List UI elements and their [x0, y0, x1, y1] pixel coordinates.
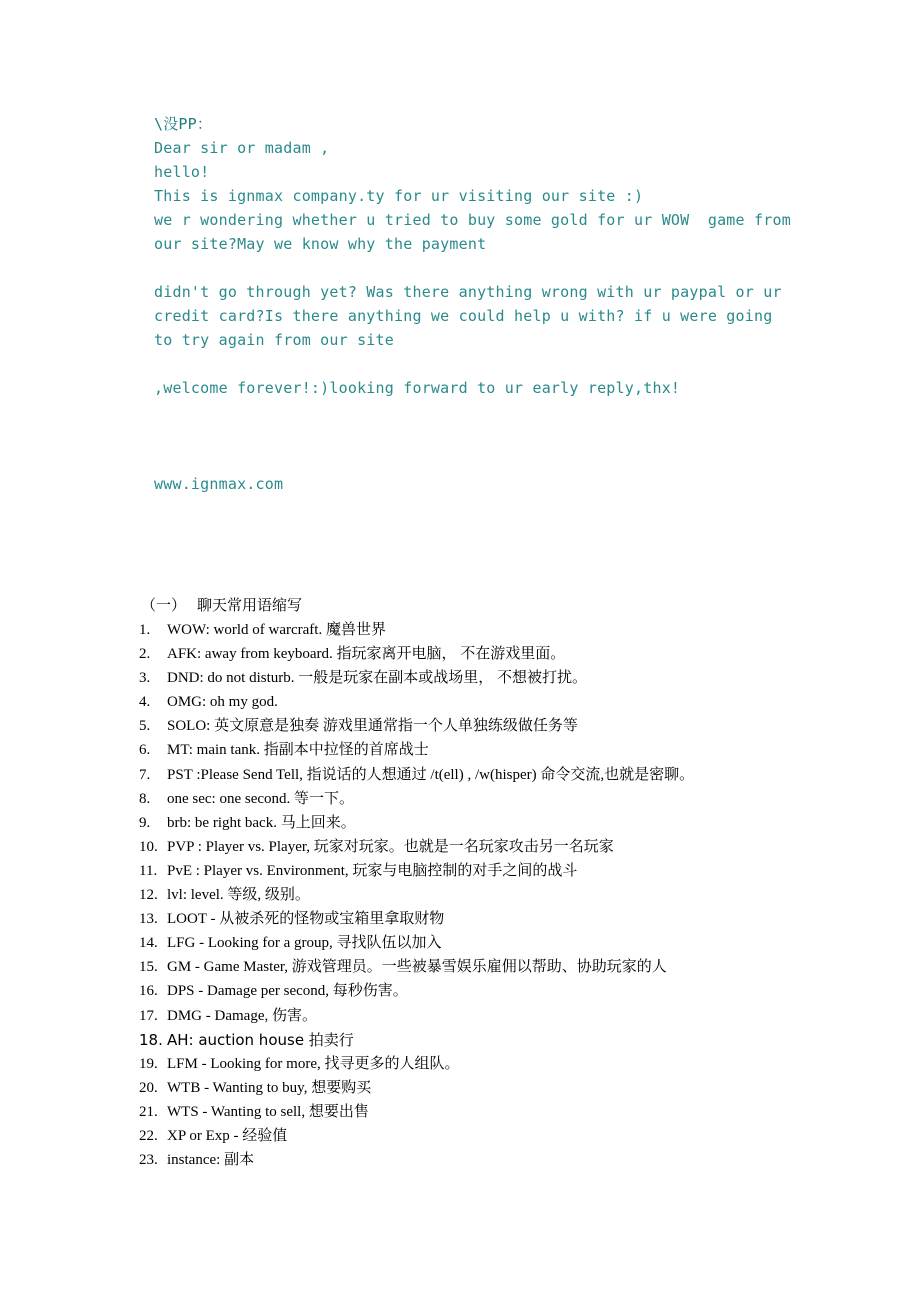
- list-item: [139, 714, 839, 738]
- list-item-number: 17.: [139, 1007, 158, 1024]
- list-item-text: lvl: level. 等级, 级别。: [167, 887, 310, 904]
- list-item: [139, 763, 839, 787]
- list-item-text: WTS - Wanting to sell, 想要出售: [167, 1103, 369, 1120]
- list-item: [139, 690, 839, 714]
- list-item-number: 20.: [139, 1079, 158, 1096]
- list-item: [139, 1028, 839, 1052]
- list-item-number: 1.: [139, 622, 151, 638]
- list-item: [139, 835, 839, 859]
- list-item-text: DMG - Damage, 伤害。: [167, 1007, 317, 1024]
- list-item-number: 8.: [139, 790, 151, 807]
- list-item-text: WTB - Wanting to buy, 想要购买: [167, 1079, 372, 1096]
- list-item: [139, 1076, 839, 1100]
- list-item: [139, 642, 839, 666]
- list-item-text: AH: auction house 拍卖行: [167, 1030, 354, 1049]
- list-item: [139, 738, 839, 762]
- list-item-text: PvE : Player vs. Environment, 玩家与电脑控制的对手之间的战斗: [167, 862, 578, 879]
- list-item-number: 18.: [139, 1030, 163, 1049]
- paragraph-gap: [154, 400, 794, 472]
- list-item-number: 14.: [139, 935, 158, 952]
- email-website: www.ignmax.com: [154, 475, 284, 493]
- list-item-text: LOOT - 从被杀死的怪物或宝箱里拿取财物: [167, 911, 445, 928]
- list-item: [139, 1124, 839, 1148]
- list-item: [139, 883, 839, 907]
- list-item-text: PST :Please Send Tell, 指说话的人想通过 /t(ell) , /w(hisper) 命令交流,也就是密聊。: [167, 766, 695, 783]
- list-item-text: DND: do not disturb. 一般是玩家在副本或战场里， 不想被打扰。: [167, 670, 588, 687]
- list-item-number: 9.: [139, 814, 151, 831]
- list-item-text: XP or Exp - 经验值: [167, 1127, 288, 1144]
- list-item: [139, 1100, 839, 1124]
- list-item-number: 5.: [139, 718, 151, 735]
- list-item-text: instance: 副本: [167, 1152, 255, 1169]
- list-item-number: 19.: [139, 1055, 158, 1072]
- email-closing: ,welcome forever!:)looking forward to ur early reply,thx!: [154, 379, 681, 397]
- list-item-number: 7.: [139, 766, 151, 783]
- list-item-number: 4.: [139, 694, 151, 711]
- list-item-number: 2.: [139, 646, 151, 663]
- list-item: [139, 1004, 839, 1028]
- list-item-number: 16.: [139, 983, 158, 1000]
- list-item-number: 11.: [139, 862, 158, 879]
- email-question: we r wondering whether u tried to buy some gold for ur WOW game from our site?May we know why the payment: [154, 211, 801, 253]
- list-item-number: 3.: [139, 670, 151, 687]
- list-item-text: PVP : Player vs. Player, 玩家对玩家。也就是一名玩家攻击另一名玩家: [167, 838, 614, 855]
- list-item-text: SOLO: 英文原意是独奏 游戏里通常指一个人单独练级做任务等: [167, 718, 578, 735]
- list-item-text: LFM - Looking for more, 找寻更多的人组队。: [167, 1055, 460, 1072]
- list-item-text: AFK: away from keyboard. 指玩家离开电脑， 不在游戏里面。: [167, 646, 566, 663]
- list-item-number: 21.: [139, 1103, 158, 1120]
- list-item-number: 10.: [139, 838, 158, 855]
- list-item-text: GM - Game Master, 游戏管理员。一些被暴雪娱乐雇佣以帮助、协助玩家的人: [167, 959, 667, 976]
- list-item-text: LFG - Looking for a group, 寻找队伍以加入: [167, 935, 442, 952]
- abbreviation-list: [139, 618, 839, 1172]
- list-item: [139, 1148, 839, 1172]
- list-item: [139, 787, 839, 811]
- section-title-text: 聊天常用语缩写: [197, 598, 303, 614]
- list-item-text: brb: be right back. 马上回来。: [167, 814, 356, 831]
- email-greeting: Dear sir or madam ,: [154, 139, 330, 157]
- list-item-number: 15.: [139, 959, 158, 976]
- list-item-text: WOW: world of warcraft. 魔兽世界: [167, 622, 386, 638]
- list-item-text: OMG: oh my god.: [167, 694, 278, 711]
- list-item: [139, 955, 839, 979]
- list-item-number: 23.: [139, 1152, 158, 1169]
- list-item: [139, 931, 839, 955]
- email-message: [154, 112, 801, 496]
- list-item: [139, 859, 839, 883]
- email-hello: hello!: [154, 163, 210, 181]
- list-item-number: 22.: [139, 1127, 158, 1144]
- list-item-text: DPS - Damage per second, 每秒伤害。: [167, 983, 408, 1000]
- section-title: [139, 594, 839, 618]
- list-item-text: MT: main tank. 指副本中拉怪的首席战士: [167, 742, 429, 759]
- list-item-number: 6.: [139, 742, 151, 759]
- list-item-number: 12.: [139, 887, 158, 904]
- list-item: [139, 979, 839, 1003]
- list-item: [139, 618, 839, 642]
- paragraph-gap: [154, 352, 794, 376]
- paragraph-gap: [154, 256, 794, 280]
- list-item-number: 13.: [139, 911, 158, 928]
- list-item-text: one sec: one second. 等一下。: [167, 790, 355, 807]
- list-item: [139, 811, 839, 835]
- abbreviation-section: [139, 594, 839, 1172]
- list-item: [139, 1052, 839, 1076]
- list-item: [139, 907, 839, 931]
- list-item: [139, 666, 839, 690]
- email-heading: \没PP：: [154, 115, 213, 133]
- section-number: （一）: [141, 598, 187, 614]
- email-intro: This is ignmax company.ty for ur visiting our site :): [154, 187, 644, 205]
- email-payment-question: didn't go through yet? Was there anything wrong with ur paypal or ur credit card?Is there anything we could help u with? if u were going to try again from our site: [154, 283, 791, 349]
